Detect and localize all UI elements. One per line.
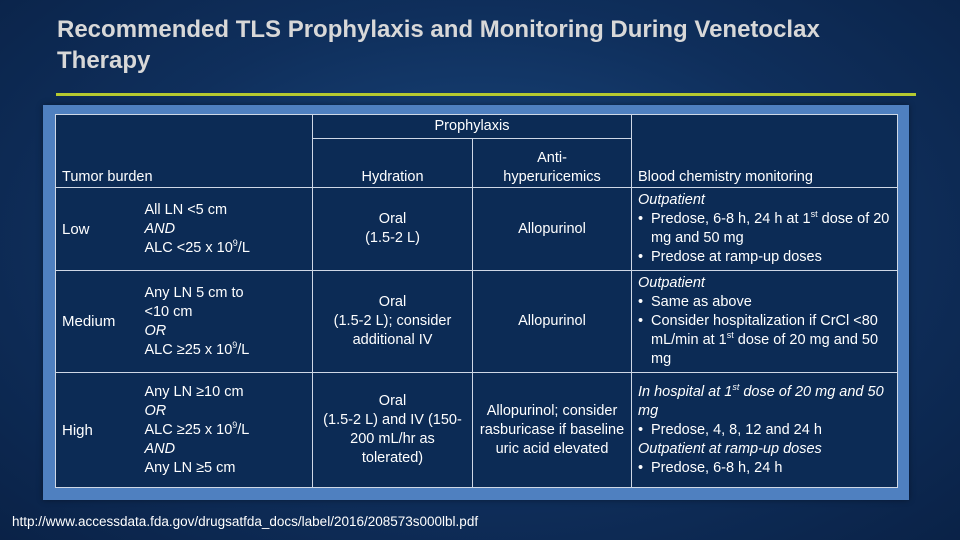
monitoring-setting: Outpatient at ramp-up doses	[638, 440, 822, 457]
monitoring-bullet: • Same as above	[638, 293, 891, 312]
header-antihyperuricemics-label: Anti-hyperuricemics	[503, 150, 601, 185]
criteria-high	[139, 373, 313, 488]
table-row-low	[56, 188, 898, 271]
header-blank-cell	[56, 115, 139, 139]
hydration-medium: Oral (1.5-2 L); consider additional IV	[313, 271, 473, 373]
monitoring-bullet: • Predose, 6-8 h, 24 h	[638, 459, 891, 478]
criteria-medium	[139, 271, 313, 373]
monitoring-setting: Outpatient	[638, 192, 705, 208]
table-row-medium	[56, 271, 898, 373]
monitoring-bullet: • Predose, 4, 8, 12 and 24 h	[638, 421, 891, 440]
monitoring-medium	[632, 271, 898, 373]
antihyper-high: Allopurinol; consider rasburicase if baseline uric acid elevated	[473, 373, 632, 488]
monitoring-bullet: • Predose, 6-8 h, 24 h at 1st dose of 20 mg and 50 mg	[638, 210, 891, 248]
header-hydration: Hydration	[313, 139, 473, 188]
criteria-line: Any LN ≥5 cm	[144, 459, 236, 476]
monitoring-setting: In hospital at 1st dose of 20 mg and 50 mg	[638, 381, 884, 419]
header-blank-cell	[139, 115, 313, 139]
monitoring-setting: Outpatient	[638, 275, 705, 291]
criteria-connector: OR	[144, 402, 167, 419]
criteria-connector: OR	[144, 322, 167, 339]
header-blood-chemistry: Blood chemistry monitoring	[632, 139, 898, 188]
antihyper-low: Allopurinol	[473, 188, 632, 271]
header-prophylaxis: Prophylaxis	[313, 115, 632, 139]
header-row-group	[56, 115, 898, 139]
monitoring-low	[632, 188, 898, 271]
table-row-high	[56, 373, 898, 488]
criteria-line: ALC ≥25 x $10^9/L$	[144, 419, 250, 438]
row-label-low: Low	[56, 188, 139, 271]
tls-table	[55, 114, 898, 488]
criteria-line: Any LN 5 cm to <10 cm	[144, 284, 244, 320]
antihyper-medium: Allopurinol	[473, 271, 632, 373]
criteria-low	[139, 188, 313, 271]
hydration-low: Oral (1.5-2 L)	[313, 188, 473, 271]
criteria-line: ALC ≥25 x $10^9/L$	[144, 339, 250, 358]
monitoring-high	[632, 373, 898, 488]
title-underline	[56, 93, 916, 96]
row-label-high: High	[56, 373, 139, 488]
criteria-connector: AND	[144, 440, 176, 457]
criteria-line: All LN <5 cm	[144, 201, 228, 218]
row-label-medium: Medium	[56, 271, 139, 373]
criteria-line: Any LN ≥10 cm	[144, 383, 244, 400]
hydration-high: Oral (1.5-2 L) and IV (150-200 mL/hr as tolerated)	[313, 373, 473, 488]
header-blank-cell	[632, 115, 898, 139]
criteria-connector: AND	[144, 220, 176, 237]
header-row-columns	[56, 139, 898, 188]
criteria-line: ALC <25 x $10^9/L$	[144, 237, 250, 256]
source-url: http://www.accessdata.fda.gov/drugsatfda_docs/label/2016/208573s000lbl.pdf	[12, 514, 479, 529]
header-tumor-burden: Tumor burden	[56, 139, 313, 188]
slide-title: Recommended TLS Prophylaxis and Monitoring During Venetoclax Therapy	[57, 16, 820, 74]
monitoring-bullet: • Predose at ramp-up doses	[638, 248, 891, 267]
monitoring-bullet: • Consider hospitalization if CrCl <80 mL/min at 1st dose of 20 mg and 50 mg	[638, 312, 891, 369]
header-antihyperuricemics	[473, 139, 632, 188]
